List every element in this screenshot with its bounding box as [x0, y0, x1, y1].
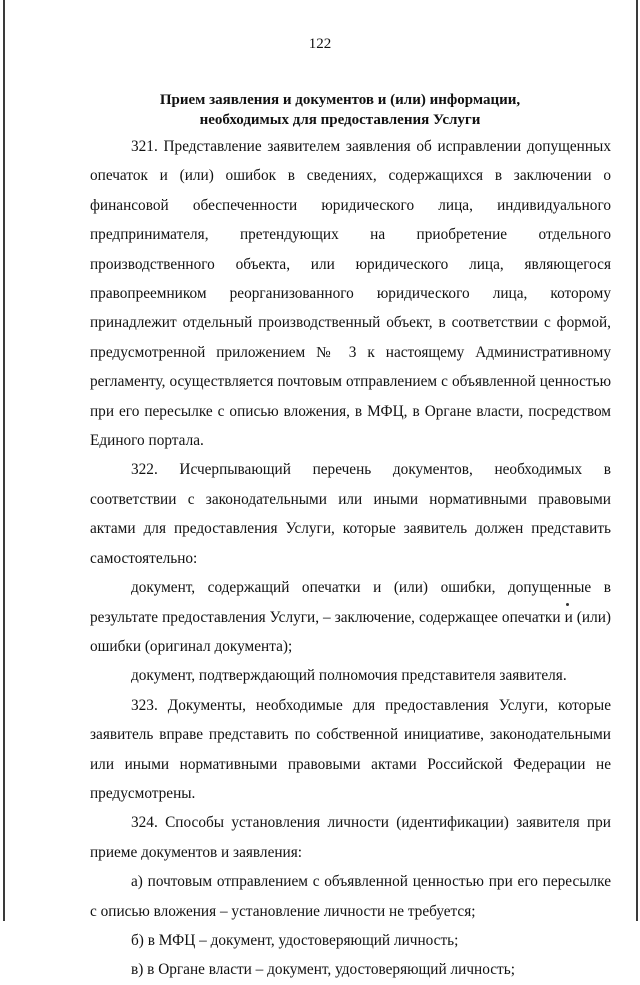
paragraph-323: 323. Документы, необходимые для предоставления Услуги, которые заявитель вправе представить по собственной инициативе, законодательными или иными нормативными правовыми актами Российской Федерации не предусмотрены.	[90, 696, 611, 802]
paragraph-324: 324. Способы установления личности (идентификации) заявителя при приеме документов и заявления:	[90, 814, 611, 861]
page-number: 122	[308, 36, 332, 52]
paragraph-324-item-b: б) в МФЦ – документ, удостоверяющий личность;	[131, 931, 459, 949]
paragraph-322-item-1: документ, содержащий опечатки и (или) ошибки, допущенные в результате предоставления Услуги, – заключение, содержащее опечатки и (или) ошибки (оригинал документа);	[90, 579, 611, 655]
scan-edge-left	[3, 0, 5, 921]
paragraph-324-item-a: а) почтовым отправлением с объявленной ценностью при его пересылке с описью вложения – установление личности не требуется;	[90, 873, 611, 920]
paragraph-322: 322. Исчерпывающий перечень документов, необходимых в соответствии с законодательными или иными нормативными правовыми актами для предоставления Услуги, которые заявитель должен представить самостоятельно:	[90, 461, 611, 567]
section-heading-line-1: Прием заявления и документов и (или) информации,	[159, 92, 521, 108]
section-heading-line-2: необходимых для предоставления Услуги	[199, 112, 481, 128]
scan-edge-right	[636, 0, 638, 921]
document-body	[90, 132, 611, 985]
section-heading	[90, 90, 590, 130]
paragraph-321: 321. Представление заявителем заявления об исправлении допущенных опечаток и (или) ошибок в сведениях, содержащихся в заключении о финансовой обеспеченности юридического лица, индивидуального предпринимателя, претендующих на приобретение отдельного производственного объекта, или юридического лица, являющегося правопреемником реорганизованного юридического лица, которому принадлежит отдельный производственный объект, в соответствии с формой, предусмотренной приложением № 3 к настоящему Административному регламенту, осуществляется почтовым отправлением с объявленной ценностью при его пересылке с описью вложения, в МФЦ, в Органе власти, посредством Единого портала.	[90, 138, 611, 450]
paragraph-322-item-2: документ, подтверждающий полномочия представителя заявителя.	[131, 667, 567, 685]
paragraph-324-item-v: в) в Органе власти – документ, удостоверяющий личность;	[131, 961, 515, 979]
